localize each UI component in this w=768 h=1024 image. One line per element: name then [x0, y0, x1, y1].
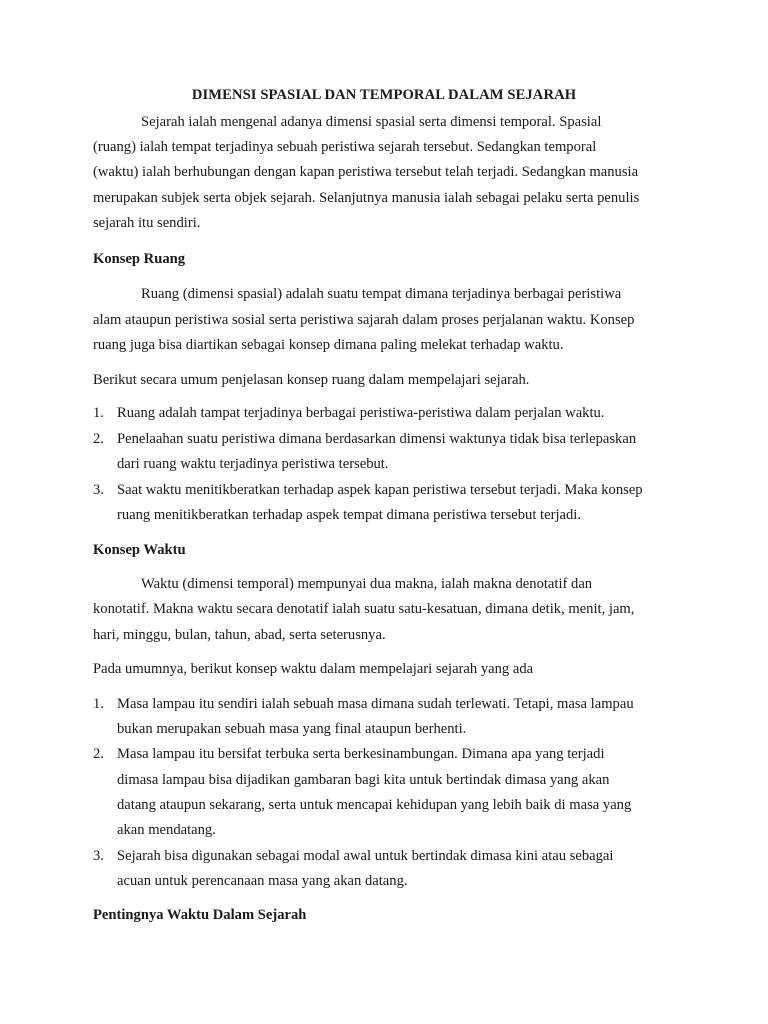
- section-heading-ruang: Konsep Ruang: [93, 251, 186, 267]
- document-title: DIMENSI SPASIAL DAN TEMPORAL DALAM SEJARAH: [191, 87, 577, 103]
- ruang-para-line: alam ataupun peristiwa sosial serta peristiwa sajarah dalam proses perjalanan waktu. Konsep: [93, 312, 635, 328]
- list-number: 1.: [93, 696, 104, 712]
- list-number: 2.: [93, 746, 104, 762]
- intro-line: merupakan subjek serta objek sejarah. Selanjutnya manusia ialah sebagai pelaku serta penulis: [93, 190, 640, 206]
- list-item-line: Masa lampau itu bersifat terbuka serta berkesinambungan. Dimana apa yang terjadi: [117, 746, 605, 762]
- intro-line: (ruang) ialah tempat terjadinya sebuah peristiwa sejarah tersebut. Sedangkan temporal: [93, 139, 597, 155]
- list-item-line: ruang menitikberatkan terhadap aspek tempat dimana peristiwa tersebut terjadi.: [117, 507, 581, 523]
- list-item-line: Saat waktu menitikberatkan terhadap aspek kapan peristiwa tersebut terjadi. Maka konsep: [117, 482, 643, 498]
- ruang-lead: Berikut secara umum penjelasan konsep ruang dalam mempelajari sejarah.: [93, 372, 530, 388]
- list-item-line: Penelaahan suatu peristiwa dimana berdasarkan dimensi waktunya tidak bisa terlepaskan: [117, 431, 637, 447]
- list-item-line: akan mendatang.: [117, 822, 216, 838]
- intro-line: sejarah itu sendiri.: [93, 215, 201, 231]
- list-item-line: acuan untuk perencanaan masa yang akan datang.: [117, 873, 408, 889]
- section-heading-penting: Pentingnya Waktu Dalam Sejarah: [93, 907, 307, 923]
- waktu-para-line: Waktu (dimensi temporal) mempunyai dua makna, ialah makna denotatif dan: [141, 576, 593, 592]
- waktu-para-line: hari, minggu, bulan, tahun, abad, serta seterusnya.: [93, 627, 386, 643]
- list-item-line: dimasa lampau bisa dijadikan gambaran bagi kita untuk bertindak dimasa yang akan: [117, 772, 610, 788]
- list-item-line: Sejarah bisa digunakan sebagai modal awal untuk bertindak dimasa kini atau sebagai: [117, 848, 614, 864]
- intro-line: (waktu) ialah berhubungan dengan kapan peristiwa tersebut telah terjadi. Sedangkan manusia: [93, 164, 639, 180]
- list-item-line: bukan merupakan sebuah masa yang final ataupun berhenti.: [117, 721, 467, 737]
- list-item-line: datang ataupun sekarang, serta untuk mencapai kehidupan yang lebih baik di masa yang: [117, 797, 632, 813]
- ruang-para-line: ruang juga bisa diartikan sebagai konsep dimana paling melekat terhadap waktu.: [93, 337, 564, 353]
- intro-line: Sejarah ialah mengenal adanya dimensi spasial serta dimensi temporal. Spasial: [141, 114, 602, 130]
- list-item-line: Masa lampau itu sendiri ialah sebuah masa dimana sudah terlewati. Tetapi, masa lampau: [117, 696, 634, 712]
- list-number: 3.: [93, 482, 104, 498]
- list-item-line: dari ruang waktu terjadinya peristiwa tersebut.: [117, 456, 389, 472]
- list-number: 3.: [93, 848, 104, 864]
- section-heading-waktu: Konsep Waktu: [93, 542, 186, 558]
- list-item-line: Ruang adalah tampat terjadinya berbagai peristiwa-peristiwa dalam perjalan waktu.: [117, 405, 605, 421]
- waktu-lead: Pada umumnya, berikut konsep waktu dalam mempelajari sejarah yang ada: [93, 661, 534, 677]
- list-number: 1.: [93, 405, 104, 421]
- list-number: 2.: [93, 431, 104, 447]
- ruang-para-line: Ruang (dimensi spasial) adalah suatu tempat dimana terjadinya berbagai peristiwa: [141, 286, 622, 302]
- waktu-para-line: konotatif. Makna waktu secara denotatif ialah suatu satu-kesatuan, dimana detik, menit, jam,: [93, 601, 635, 617]
